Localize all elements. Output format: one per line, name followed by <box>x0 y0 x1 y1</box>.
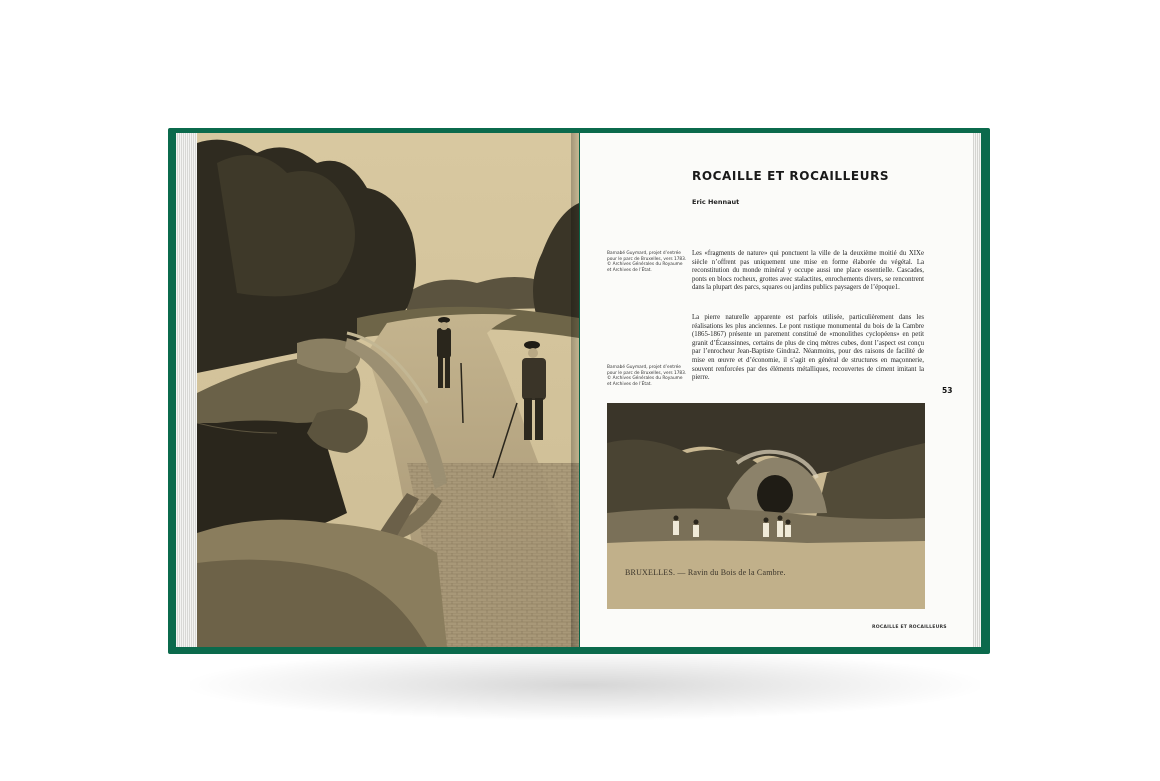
body-paragraph-1: Les «fragments de nature» qui ponctuent la ville de la deuxième moitié du XIXe siècle n’offrent pas uniquement une mise en forme élaborée du végétal. La reconstitution du monde minéral y occupe aussi une place essentielle. Cascades, ponts en blocs rocheux, grottes avec stalactites, enrochements divers, se rencontrent dans la plupart des parcs, squares ou jardins publics paysagers de l’époque1. <box>692 250 924 292</box>
grotto-postcard-icon <box>607 403 925 609</box>
page-number: 53 <box>942 386 953 395</box>
bridge-photo-icon <box>197 133 579 647</box>
running-footer: ROCAILLE ET ROCAILLEURS <box>872 625 947 630</box>
chapter-title: ROCAILLE ET ROCAILLEURS <box>692 169 890 183</box>
postcard-photo <box>607 403 925 609</box>
page-edges-left <box>176 133 198 647</box>
photo-caption-2: Barnabé Guymard, projet d’entrée pour le parc de Bruxelles, vers 1783. © Archives Générales du Royaume et Archives de l’État. <box>607 365 687 387</box>
postcard-caption: BRUXELLES. — Ravin du Bois de la Cambre. <box>625 568 786 577</box>
page-edges-right <box>972 133 981 647</box>
photo-caption-1: Barnabé Guymard, projet d’entrée pour le parc de Bruxelles, vers 1783. © Archives Générales du Royaume et Archives de l’État. <box>607 251 687 273</box>
left-page-photo <box>197 133 579 647</box>
right-page <box>580 133 973 647</box>
body-paragraph-2: La pierre naturelle apparente est parfois utilisée, particulièrement dans les réalisations les plus anciennes. Le pont rustique monumental du bois de la Cambre (1865-1867) présente un parement constitué de «monolithes cyclopéens» en petit granit d’Écaussinnes, certains de plus de cinq mètres cubes, dont l’aspect est conçu par l’enrocheur Jean-Baptiste Gindra2. Néanmoins, pour des raisons de facilité de mise en œuvre et d’économie, il s’agit en général de structures en maçonnerie, souvent renforcées par des éléments métalliques, recouvertes de ciment imitant la pierre. <box>692 314 924 382</box>
author-name: Eric Hennaut <box>692 198 740 206</box>
book-shadow <box>190 650 980 720</box>
